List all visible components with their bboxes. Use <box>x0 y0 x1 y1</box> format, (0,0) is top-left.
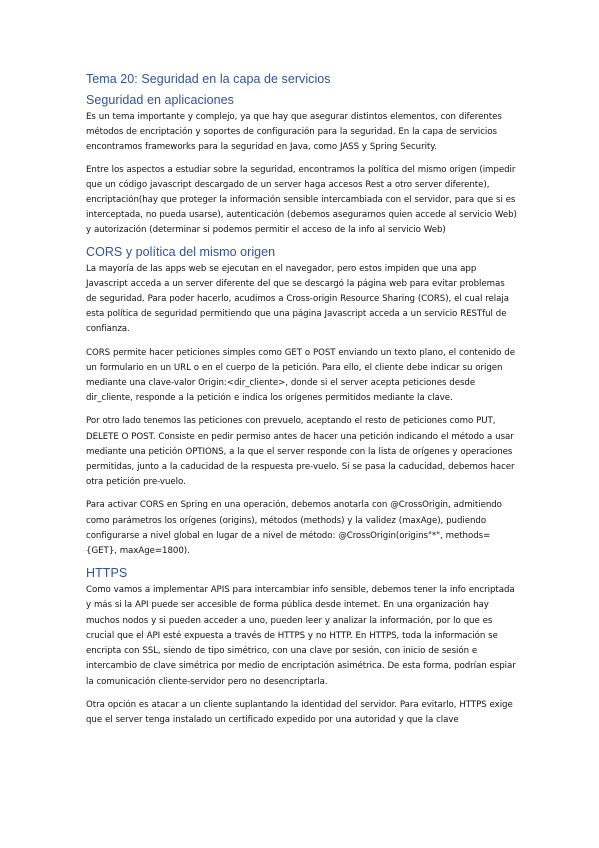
paragraph: La mayoría de las apps web se ejecutan en el navegador, pero estos impiden que una app Javascript acceda a un server diferente del que se descargó la página web para evitar problemas de seguridad. Para poder hacerlo, acudimos a Cross-origin Resource Sharing (CORS), el cual relaja esta política de seguridad permitiendo que una página Javascript acceda a un servicio RESTful de confianza. <box>86 263 509 335</box>
paragraph: Como vamos a implementar APIS para intercambiar info sensible, debemos tener la info encriptada y más si la API puede ser accesible de forma pública desde internet. En una organización hay muchos nodos y si pueden acceder a uno, pueden leer y analizar la información, por lo que es crucial que el API esté expuesta a través de HTTPS y no HTTP. En HTTPS, toda la información se encripta con SSL, siendo de tipo simétrico, con una clave por sesión, con inicio de sesión e intercambio de clave simétrica por medio de encriptación asimétrica. De esta forma, podrían espiar la comunicación cliente-servidor pero no desencriptarla. <box>86 585 516 687</box>
paragraph: Para activar CORS en Spring en una operación, debemos anotarla con @CrossOrigin, admitiendo como parámetros los orígenes (origins), métodos (methods) y la validez (maxAge), pudiendo configurarse a nivel global en lugar de a nivel de método: @CrossOrigin(origins"*", methods={GET}, maxAge=1800). <box>86 500 502 557</box>
document-title: Tema 20: Seguridad en la capa de servicios <box>86 72 331 86</box>
paragraph: Por otro lado tenemos las peticiones con prevuelo, aceptando el resto de peticiones como PUT, DELETE O POST. Consiste en pedir permiso antes de hacer una petición indicando el método a usar mediante una petición OPTIONS, a la que el server responde con la lista de orígenes y operaciones permitidas, junto a la caducidad de la respuesta pre-vuelo. Si se pasa la caducidad, debemos hacer otra petición pre-vuelo. <box>86 416 515 488</box>
paragraph: Entre los aspectos a estudiar sobre la seguridad, encontramos la política del mismo origen (impedir que un código javascript descargado de un server haga accesos Rest a otro server diferente), encriptación(hay que proteger la información sensible intercambiada con el servidor, para que si es interceptada, no pueda usarse), autenticación (debemos asegurarnos quien accede al servicio Web) y autorización (determinar si podemos permitir el acceso de la info al servicio Web) <box>86 164 517 236</box>
section-heading-seguridad: Seguridad en aplicaciones <box>86 93 234 107</box>
document-page <box>86 70 518 728</box>
section-heading-https: HTTPS <box>86 566 128 581</box>
paragraph: Es un tema importante y complejo, ya que hay que asegurar distintos elementos, con diferentes métodos de encriptación y soportes de configuración para la seguridad. En la capa de servicios encontramos frameworks para la seguridad en Java, como JASS y Spring Security. <box>86 112 502 153</box>
section-heading-cors: CORS y política del mismo origen <box>86 244 276 259</box>
paragraph: CORS permite hacer peticiones simples como GET o POST enviando un texto plano, el contenido de un formulario en un URL o en el cuerpo de la petición. Para ello, el cliente debe indicar su origen mediante una clave-valor Origin:<dir_cliente>, donde si el server acepta peticiones desde dir_cliente, responde a la petición e indica los orígenes permitidos mediante la clave. <box>86 347 515 404</box>
paragraph: Otra opción es atacar a un cliente suplantando la identidad del servidor. Para evitarlo, HTTPS exige que el server tenga instalado un certificado expedido por una autoridad y que la clave <box>86 699 513 725</box>
